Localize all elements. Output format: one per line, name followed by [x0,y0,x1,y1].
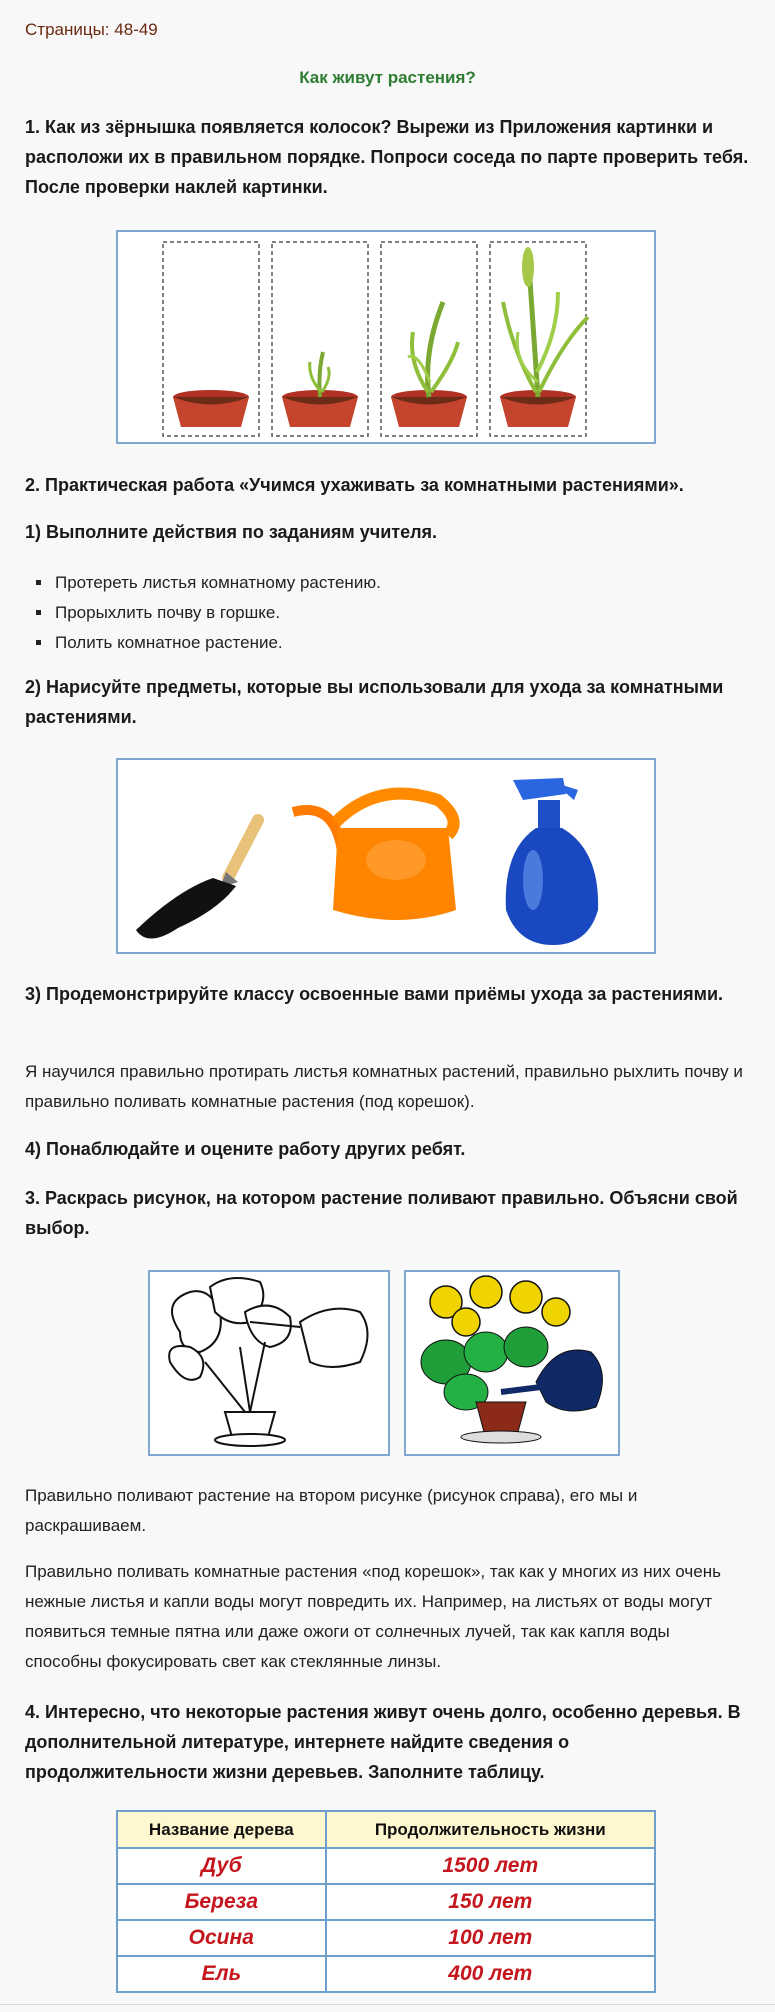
table-cell: 400 лет [326,1956,655,1992]
task2-sub2: 2) Нарисуйте предметы, которые вы использовали для ухода за комнатными растениями. [25,677,724,727]
stage-1 [163,242,259,436]
task2-heading: 2. Практическая работа «Учимся ухаживать за комнатными растениями». [25,475,684,495]
table-row [117,1920,655,1956]
task2-sub4: 4) Понаблюдайте и оцените работу других ребят. [25,1139,466,1159]
table-cell: Осина [117,1920,326,1956]
table-header: Продолжительность жизни [326,1811,655,1848]
trowel-icon [136,820,258,939]
task1-text: 1. Как из зёрнышка появляется колосок? Вырежи из Приложения картинки и расположи их в правильном порядке. Попроси соседа по парте проверить тебя. После проверки наклей картинки. [25,117,749,197]
stage-3 [381,242,477,436]
table-cell: 150 лет [326,1884,655,1920]
table-header: Название дерева [117,1811,326,1848]
stage-4 [490,242,588,436]
pages-label: Страницы: 48-49 [25,20,158,39]
table-cell: Дуб [117,1848,326,1884]
plant-growth-stages-icon [118,232,654,442]
watering-can-icon [293,794,456,920]
table-row [117,1884,655,1920]
geranium-plant-icon [421,1276,570,1443]
task2-answer3: Я научился правильно протирать листья комнатных растений, правильно рыхлить почву и правильно поливать комнатные растения (под корешок). [25,1062,743,1111]
table-cell: Ель [117,1956,326,1992]
table-cell: 100 лет [326,1920,655,1956]
list-item: ▪ Полить комнатное растение. [53,628,381,658]
care-task-list [25,568,381,658]
table-row [117,1956,655,1992]
task3-answer1: Правильно поливают растение на втором рисунке (рисунок справа), его мы и раскрашиваем. [25,1486,638,1535]
tree-lifespan-table [116,1810,656,1993]
monstera-plant-icon [169,1278,291,1446]
task4-heading: 4. Интересно, что некоторые растения живут очень долго, особенно деревья. В дополнительной литературе, интернете найдите сведения о продолжительности жизни деревьев. Заполните таблицу. [25,1702,741,1782]
task3-heading: 3. Раскрась рисунок, на котором растение поливают правильно. Объясни свой выбор. [25,1188,738,1238]
watering-right-image [404,1270,620,1456]
page-title: Как живут растения? [299,68,476,87]
divider [0,2004,775,2005]
table-cell: 1500 лет [326,1848,655,1884]
stage-2 [272,242,368,436]
plant-growth-image [116,230,656,444]
table-cell: Береза [117,1884,326,1920]
tools-image [116,758,656,954]
watering-wrong-image [148,1270,390,1456]
task3-answer2: Правильно поливать комнатные растения «под корешок», так как у многих из них очень нежные листья и капли воды могут повредить их. Например, на листьях от воды могут появиться темные пятна или даже ожоги от солнечных лучей, так как капля воды способны фокусировать свет как стеклянные линзы. [25,1562,721,1671]
list-item: ▪ Прорыхлить почву в горшке. [53,598,381,628]
task2-sub1: 1) Выполните действия по заданиям учителя. [25,522,438,542]
task2-sub3: 3) Продемонстрируйте классу освоенные вами приёмы ухода за растениями. [25,984,724,1004]
spray-bottle-icon [506,778,598,945]
table-row [117,1848,655,1884]
list-item: ▪ Протереть листья комнатному растению. [53,568,381,598]
